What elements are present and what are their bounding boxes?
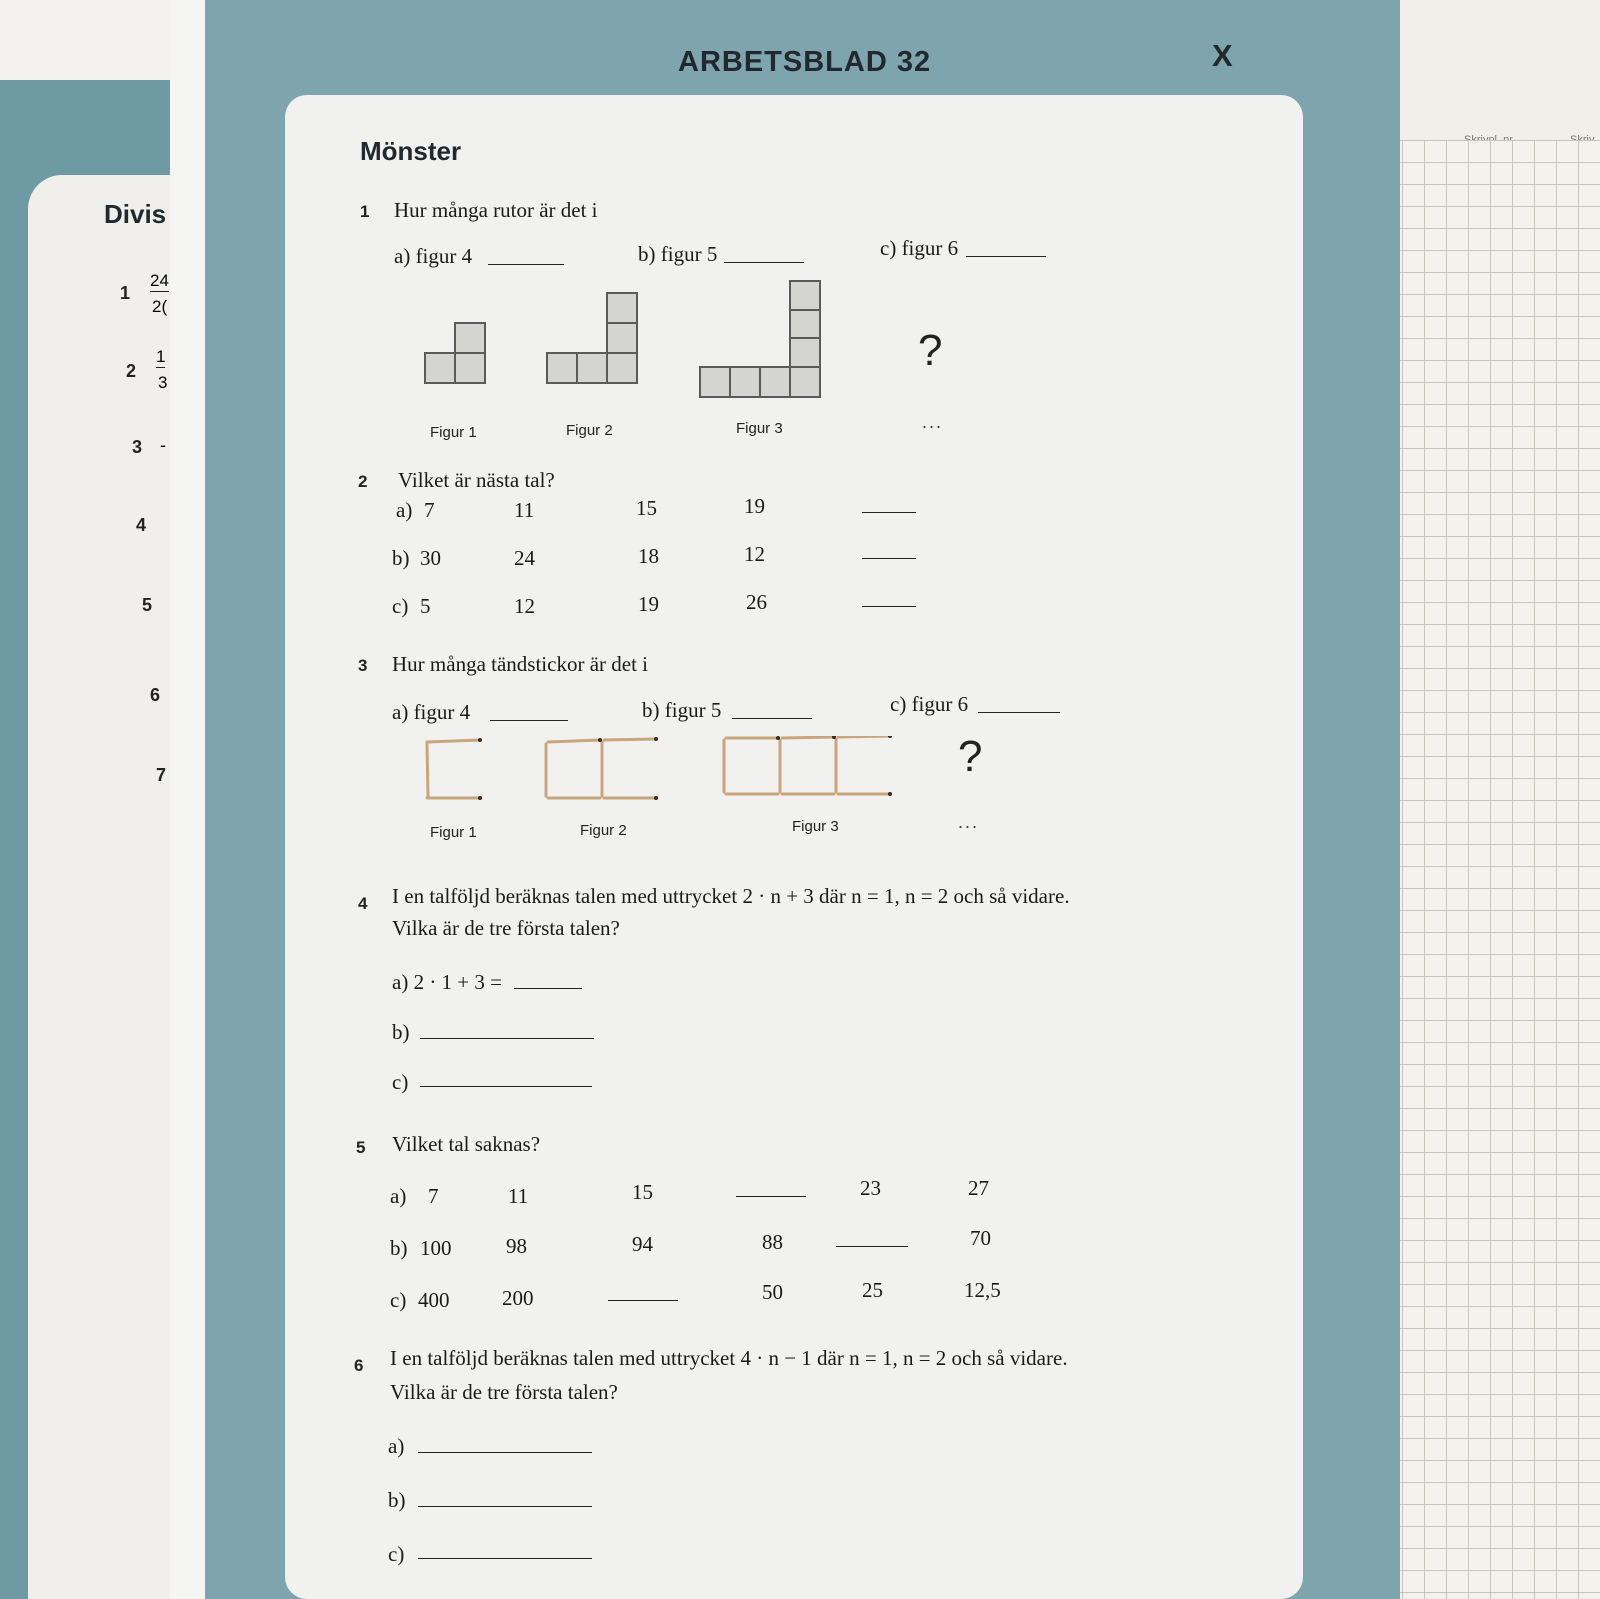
question-text: Vilket är nästa tal? (398, 468, 555, 492)
figure-label: Figur 3 (792, 818, 839, 835)
sequence-value: 24 (514, 546, 535, 570)
sequence-value: 15 (632, 1180, 653, 1204)
sequence-value: 11 (508, 1184, 529, 1208)
question-number: 4 (358, 894, 368, 913)
row-label: c) (392, 594, 409, 618)
sequence-value: 27 (968, 1176, 989, 1200)
answer-line[interactable] (420, 1020, 594, 1039)
question-mark: ? (958, 732, 983, 781)
sequence-value: 70 (970, 1226, 991, 1250)
sequence-value: 15 (636, 496, 657, 520)
item-number: 4 (136, 515, 147, 535)
row-label: b) (392, 546, 410, 570)
question-text: Hur många tändstickor är det i (392, 652, 648, 676)
sequence-value: 200 (502, 1286, 534, 1310)
question-number: 3 (358, 656, 368, 675)
answer-line[interactable] (836, 1228, 908, 1247)
sequence-value: 19 (744, 494, 765, 518)
question-number: 1 (360, 202, 370, 221)
sequence-value: 100 (420, 1236, 452, 1260)
answer-line[interactable] (420, 1068, 592, 1087)
part-label: b) (388, 1488, 406, 1512)
item-number: 5 (142, 595, 153, 615)
answer-line[interactable] (514, 970, 582, 989)
figure-label: Figur 2 (580, 822, 627, 839)
page-title: ARBETSBLAD 32 (678, 46, 932, 78)
question-text: I en talföljd beräknas talen med uttrycket 4 · n − 1 där n = 1, n = 2 och så vidare. (390, 1346, 1068, 1370)
item-number: 2 (126, 361, 137, 381)
sequence-value: 5 (420, 594, 431, 618)
sequence-value: 25 (862, 1278, 883, 1302)
question-text: I en talföljd beräknas talen med uttrycket 2 · n + 3 där n = 1, n = 2 och så vidare. (392, 884, 1070, 908)
sequence-value: 23 (860, 1176, 881, 1200)
sequence-value: 98 (506, 1234, 527, 1258)
item-number: 6 (150, 685, 161, 705)
answer-line[interactable] (732, 700, 812, 719)
part-label: a) (388, 1434, 405, 1458)
answer-line[interactable] (736, 1178, 806, 1197)
sequence-value: 19 (638, 592, 659, 616)
answer-line[interactable] (862, 540, 916, 559)
answer-line[interactable] (724, 244, 804, 263)
figure-label: Figur 3 (736, 420, 783, 437)
sequence-value: 30 (420, 546, 441, 570)
answer-line[interactable] (966, 238, 1046, 257)
question-text: Hur många rutor är det i (394, 198, 598, 222)
question-number: 2 (358, 472, 368, 491)
grid-paper (1380, 140, 1600, 1599)
background-paper (1380, 0, 1600, 150)
row-label: b) (390, 1236, 408, 1260)
sequence-value: 12 (744, 542, 765, 566)
sequence-value: 7 (424, 498, 435, 522)
part-label: c) figur 6 (880, 236, 959, 260)
sequence-value: 11 (514, 498, 535, 522)
part-label: a) figur 4 (392, 700, 471, 724)
fraction-denominator: 2( (152, 297, 168, 316)
part-label: c) (388, 1542, 405, 1566)
item-number: 7 (156, 765, 167, 785)
figure-label: Figur 1 (430, 824, 477, 841)
question-number: 6 (354, 1356, 364, 1375)
figure-label: Figur 1 (430, 424, 477, 441)
part-label: b) figur 5 (638, 242, 718, 266)
sequence-value: 7 (428, 1184, 439, 1208)
square-pattern-figures (410, 280, 830, 415)
sequence-value: 18 (638, 544, 659, 568)
item-number: 3 (132, 437, 143, 457)
row-label: a) (396, 498, 413, 522)
sequence-value: 88 (762, 1230, 783, 1254)
answer-line[interactable] (418, 1540, 592, 1559)
question-number: 5 (356, 1138, 366, 1157)
fraction-denominator: 3 (158, 373, 168, 392)
row-label: c) (390, 1288, 407, 1312)
sequence-value: 12,5 (964, 1278, 1001, 1302)
part-label: a) figur 4 (394, 244, 473, 268)
question-mark: ? (918, 326, 943, 375)
answer-line[interactable] (418, 1434, 592, 1453)
question-text: Vilket tal saknas? (392, 1132, 541, 1156)
fraction-numerator: 1 (156, 347, 166, 366)
answer-line[interactable] (978, 694, 1060, 713)
sequence-value: 94 (632, 1232, 653, 1256)
close-mark: X (1212, 38, 1233, 73)
question-subtext: Vilka är de tre första talen? (390, 1380, 618, 1404)
item-number: 1 (120, 283, 131, 303)
section-title: Mönster (360, 136, 462, 166)
sequence-value: 26 (746, 590, 767, 614)
answer-line[interactable] (862, 494, 916, 513)
answer-line[interactable] (862, 588, 916, 607)
ellipsis: ... (922, 412, 944, 432)
part-label: b) figur 5 (642, 698, 722, 722)
fraction-numerator: 24 (150, 271, 169, 290)
sequence-value: 50 (762, 1280, 783, 1304)
ellipsis: ... (958, 812, 980, 832)
question-subtext: Vilka är de tre första talen? (392, 916, 620, 940)
answer-line[interactable] (608, 1282, 678, 1301)
matchstick-figures (410, 736, 900, 816)
part-label: c) figur 6 (890, 692, 969, 716)
behind-title: Divis (104, 199, 167, 229)
answer-line[interactable] (488, 246, 564, 265)
sequence-value: 400 (418, 1288, 450, 1312)
part-label: a) 2 · 1 + 3 = (392, 970, 502, 994)
figure-label: Figur 2 (566, 422, 613, 439)
answer-line[interactable] (418, 1488, 592, 1507)
answer-line[interactable] (490, 702, 568, 721)
row-label: a) (390, 1184, 407, 1208)
sequence-value: 12 (514, 594, 535, 618)
part-label: b) (392, 1020, 410, 1044)
dash: - (160, 435, 166, 455)
part-label: c) (392, 1070, 409, 1094)
